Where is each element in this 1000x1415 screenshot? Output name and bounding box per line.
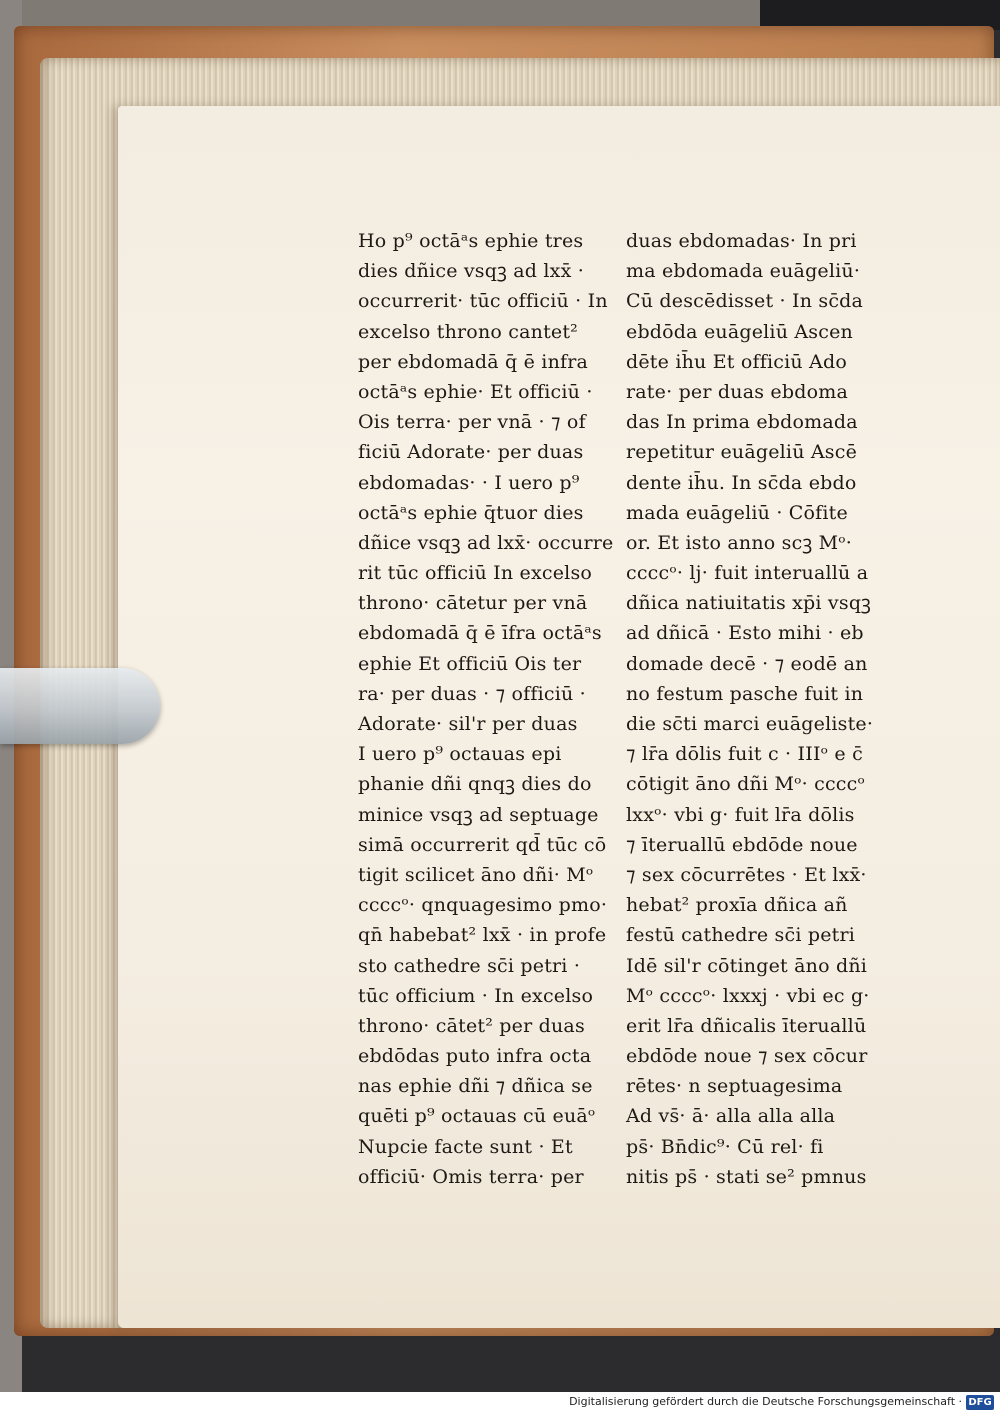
text-line: rit tūc officiū In excelso — [358, 562, 593, 585]
text-line: ebdomadas· · I uero p⁹ — [358, 471, 580, 494]
text-line: ⁊ lr̄a dōlis fuit c · IIIᵒ e c̄ — [626, 743, 863, 766]
text-line: excelso throno cantet² — [358, 320, 578, 343]
text-line: throno· cātet² per duas — [358, 1014, 585, 1037]
text-line: Mᵒ ccccᵒ· lxxxj · vbi ec g· — [626, 984, 870, 1007]
text-line: phanie dñi qnqꝫ dies do — [358, 773, 592, 796]
text-line: nitis ps̄ · stati se² pmnus — [626, 1165, 867, 1188]
text-line: dente ih̄u. In sc̄da ebdo — [626, 471, 857, 494]
text-line: ficiū Adorate· per duas — [358, 441, 584, 464]
text-line: Ho p⁹ octāᵃs ephie tres — [358, 230, 584, 252]
text-line: hebat² proxīa dñica añ — [626, 894, 848, 917]
dfg-logo-icon: DFG — [966, 1395, 994, 1410]
text-line: mada euāgeliū · Cōfite — [626, 501, 848, 524]
text-line: die sc̄ti marci euāgeliste· — [626, 713, 874, 735]
text-line: throno· cātetur per vnā — [358, 592, 588, 615]
text-line: nas ephie dñi ⁊ dñica se — [358, 1075, 593, 1098]
text-line: dñice vsqꝫ ad lxx̄· occurre — [358, 531, 614, 554]
page-holder-finger — [0, 668, 160, 744]
text-line: dies dñice vsqꝫ ad lxx̄ · — [358, 260, 584, 283]
text-line: ccccᵒ· lj· fuit interuallū a — [626, 562, 869, 585]
text-line: Nupcie facte sunt · Et — [358, 1135, 573, 1158]
text-line: Ad vs̄· ā· alla alla alla — [626, 1105, 836, 1128]
text-line: tigit scilicet āno dñi· Mᵒ — [358, 863, 594, 886]
text-line: dēte ih̄u Et officiū Ado — [626, 350, 847, 373]
text-line: ebdōde noue ⁊ sex cōcur — [626, 1045, 868, 1068]
text-column-left — [358, 226, 613, 1192]
text-line: per ebdomadā q̄ ē infra — [358, 350, 589, 373]
text-line: quēti p⁹ octauas cū euāᵒ — [358, 1105, 596, 1128]
footer-bar — [0, 1392, 1000, 1415]
text-line: or. Et isto anno scꝫ Mᵒ· — [626, 531, 853, 554]
text-line: I uero p⁹ octauas epi — [358, 743, 562, 766]
text-line: cōtigit āno dñi Mᵒ· ccccᵒ — [626, 773, 866, 796]
text-line: repetitur euāgeliū Ascē — [626, 441, 858, 464]
text-line: officiū· Omis terra· per — [358, 1165, 584, 1188]
text-line: ⁊ īteruallū ebdōde noue — [626, 833, 858, 856]
text-line: duas ebdomadas· In pri — [626, 230, 857, 252]
text-line: Adorate· sil'r per duas — [358, 713, 578, 735]
text-line: ps̄· Bn̄dic⁹· Cū rel· fi — [626, 1135, 824, 1158]
text-line: ra· per duas · ⁊ officiū · — [358, 682, 586, 705]
text-line: Cū descēdisset · In sc̄da — [626, 290, 864, 313]
text-line: qn̄ habebat² lxx̄ · in profe — [358, 924, 607, 947]
text-line: ad dñicā · Esto mihi · eb — [626, 622, 864, 645]
text-line: octāᵃs ephie· Et officiū · — [358, 380, 593, 403]
text-line: octāᵃs ephie q̄tuor dies — [358, 501, 584, 524]
text-line: tūc officium · In excelso — [358, 984, 594, 1007]
text-line: ephie Et officiū Ois ter — [358, 652, 582, 675]
text-line: ccccᵒ· qnquagesimo pmo· — [358, 894, 608, 917]
text-line: lxxᵒ· vbi g· fuit lr̄a dōlis — [626, 803, 855, 826]
text-line: ebdōda euāgeliū Ascen — [626, 320, 853, 343]
text-line: ebdomadā q̄ ē īfra octāᵃs — [358, 622, 602, 645]
text-line: domade decē · ⁊ eodē an — [626, 652, 868, 675]
text-column-right — [626, 226, 873, 1192]
text-line: festū cathedre sc̄i petri — [626, 924, 856, 947]
text-line: rētes· n septuagesima — [626, 1075, 843, 1098]
text-line: sto cathedre sc̄i petri · — [358, 954, 581, 977]
text-line: no festum pasche fuit in — [626, 682, 864, 705]
text-line: ma ebdomada euāgeliū· — [626, 260, 861, 283]
text-line: dñica natiuitatis xp̄i vsqꝫ — [626, 592, 872, 615]
text-line: das In prima ebdomada — [626, 411, 858, 434]
text-line: rate· per duas ebdoma — [626, 380, 848, 403]
text-line: minice vsqꝫ ad septuage — [358, 803, 599, 826]
text-line: Idē sil'r cōtinget āno dñi — [626, 954, 868, 977]
text-line: erit lr̄a dñicalis īteruallū — [626, 1014, 867, 1037]
text-line: Ois terra· per vnā · ⁊ of — [358, 411, 586, 434]
text-line: ⁊ sex cōcurrētes · Et lxx̄· — [626, 863, 867, 886]
text-line: simā occurrerit qd̄ tūc cō — [358, 833, 607, 856]
text-line: occurrerit· tūc officiū · In — [358, 290, 608, 313]
footer-credit: Digitalisierung gefördert durch die Deutsche Forschungsgemeinschaft · — [569, 1395, 962, 1408]
text-line: ebdōdas puto infra octa — [358, 1045, 592, 1068]
